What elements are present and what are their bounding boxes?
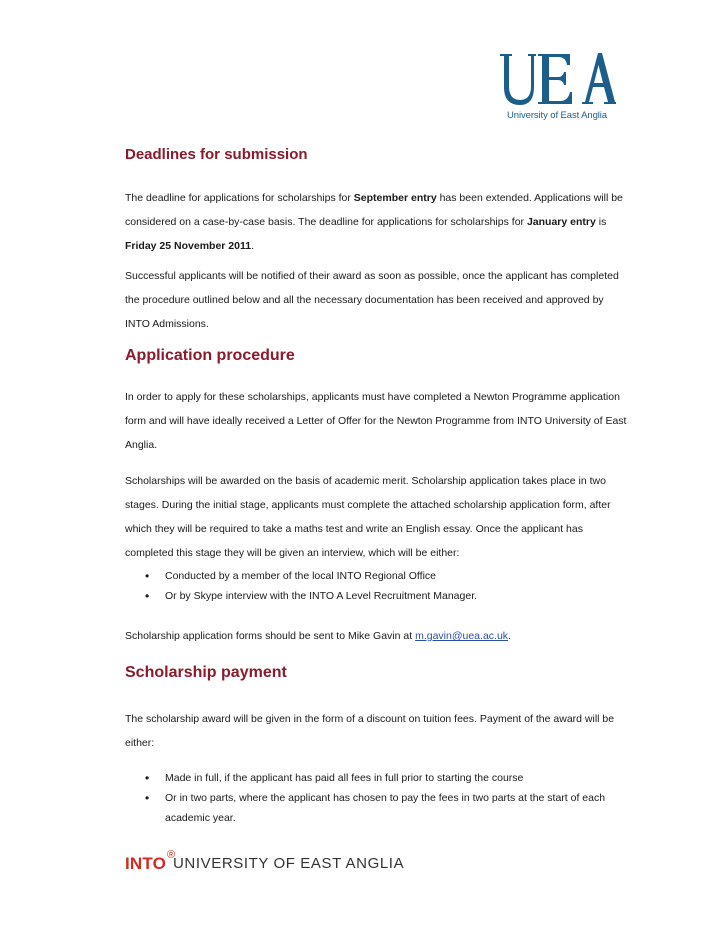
list-item-text: Or in two parts, where the applicant has chosen to pay the fees in two parts at the start of each academic year. (165, 792, 606, 824)
section-title-deadlines: Deadlines for submission (125, 146, 308, 163)
deadlines-paragraph-1 (125, 186, 630, 258)
text-span: has been extended. Applications will be considered on a case-by-case basis. The deadline for applications for scholarships for (125, 192, 623, 228)
list-item (125, 788, 630, 828)
section-title-payment: Scholarship payment (125, 664, 287, 681)
payment-options-list (125, 768, 630, 828)
text-span: Scholarship application forms should be sent to Mike Gavin at (125, 630, 416, 642)
september-entry-bold: September entry (353, 192, 437, 204)
uea-logo (498, 50, 616, 124)
deadline-date-bold: Friday 25 November 2011 (125, 240, 252, 252)
application-paragraph-3 (125, 624, 630, 648)
deadlines-paragraph-2: Successful applicants will be notified of their award as soon as possible, once the applicant has completed the procedure outlined below and all the necessary documentation has been received and approved by INTO Admissions. (125, 270, 619, 330)
bullet-icon: • (145, 791, 150, 805)
text-span: . (508, 630, 511, 642)
list-item (125, 566, 630, 586)
text-span: . (251, 240, 254, 252)
list-item-text: Or by Skype interview with the INTO A Level Recruitment Manager. (165, 590, 478, 602)
payment-paragraph-1: The scholarship award will be given in the form of a discount on tuition fees. Payment of the award will be either: (125, 713, 615, 749)
bullet-icon: • (145, 771, 150, 785)
list-item-text: Made in full, if the applicant has paid all fees in full prior to starting the course (165, 772, 524, 784)
bullet-icon: • (145, 569, 150, 583)
footer-university-name: UNIVERSITY OF EAST ANGLIA (173, 855, 405, 872)
text-span: The deadline for applications for scholarships for (125, 192, 354, 204)
january-entry-bold: January entry (526, 216, 596, 228)
bullet-icon: • (145, 589, 150, 603)
section-title-application: Application procedure (125, 347, 295, 364)
application-paragraph-1: In order to apply for these scholarships, applicants must have completed a Newton Programme application form and will have ideally received a Letter of Offer for the Newton Programme from INTO University of East Anglia. (125, 391, 627, 451)
uea-logo-mark-icon (498, 50, 616, 108)
interview-options-list (125, 566, 630, 606)
contact-email-link[interactable]: m.gavin@uea.ac.uk (415, 630, 509, 642)
application-paragraph-2: Scholarships will be awarded on the basis of academic merit. Scholarship application takes place in two stages. During the initial stage, applicants must complete the attached scholarship application form, after which they will be required to take a maths test and write an English essay. Once the applicant has completed this stage they will be given an interview, which will be either: (125, 475, 611, 559)
list-item (125, 586, 630, 606)
uea-logo-subtitle: University of East Anglia (507, 110, 607, 121)
into-uea-footer-logo (125, 849, 405, 877)
list-item-text: Conducted by a member of the local INTO Regional Office (165, 570, 437, 582)
into-wordmark: INTO (125, 854, 167, 873)
list-item (125, 768, 630, 788)
registered-mark-icon: ® (167, 849, 176, 861)
text-span: is (595, 216, 607, 228)
